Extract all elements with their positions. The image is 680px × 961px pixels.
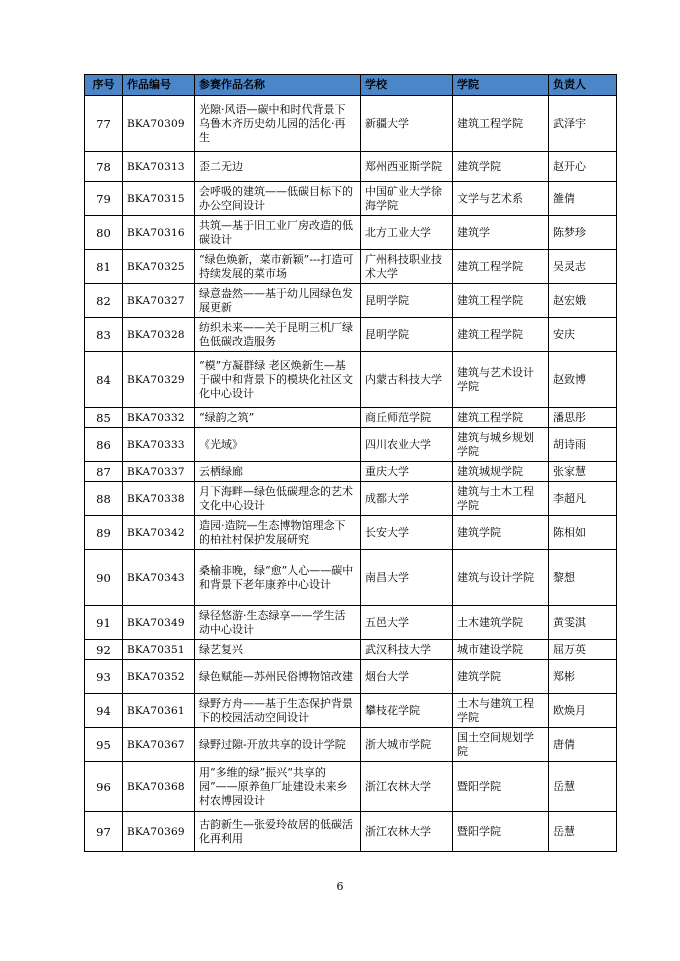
cell-school: 四川农业大学 <box>361 428 453 462</box>
cell-work-name: 云栖绿廊 <box>195 462 361 482</box>
cell-no: 89 <box>85 516 123 550</box>
cell-school: 郑州西亚斯学院 <box>361 152 453 182</box>
header-id: 作品编号 <box>123 75 195 96</box>
table-row <box>85 694 617 728</box>
header-no: 序号 <box>85 75 123 96</box>
cell-work-name: 绿色赋能—苏州民俗博物馆改建 <box>195 660 361 694</box>
table-row <box>85 482 617 516</box>
cell-work-id: BKA70327 <box>123 284 195 318</box>
cell-work-name: 桑榆非晚，绿“愈”人心——碳中和背景下老年康养中心设计 <box>195 550 361 606</box>
cell-leader: 陈相如 <box>549 516 617 550</box>
header-college: 学院 <box>453 75 549 96</box>
cell-work-id: BKA70368 <box>123 762 195 812</box>
cell-work-name: 绿径悠游·生态绿享——学生活动中心设计 <box>195 606 361 640</box>
cell-leader: 陈梦珍 <box>549 216 617 250</box>
header-name: 参赛作品名称 <box>195 75 361 96</box>
cell-school: 昆明学院 <box>361 318 453 352</box>
cell-work-id: BKA70351 <box>123 640 195 660</box>
cell-college: 暨阳学院 <box>453 762 549 812</box>
cell-leader: 黄雯淇 <box>549 606 617 640</box>
cell-leader: 屈万英 <box>549 640 617 660</box>
cell-no: 90 <box>85 550 123 606</box>
cell-college: 暨阳学院 <box>453 812 549 852</box>
cell-work-name: 月下海畔—绿色低碳理念的艺术文化中心设计 <box>195 482 361 516</box>
cell-college: 建筑学 <box>453 216 549 250</box>
cell-no: 96 <box>85 762 123 812</box>
cell-work-name: 古韵新生—张爱玲故居的低碳活化再利用 <box>195 812 361 852</box>
cell-school: 攀枝花学院 <box>361 694 453 728</box>
cell-work-name: 共筑—基于旧工业厂房改造的低碳设计 <box>195 216 361 250</box>
cell-school: 浙大城市学院 <box>361 728 453 762</box>
cell-work-id: BKA70328 <box>123 318 195 352</box>
cell-no: 91 <box>85 606 123 640</box>
cell-work-id: BKA70315 <box>123 182 195 216</box>
cell-work-id: BKA70332 <box>123 408 195 428</box>
cell-work-id: BKA70361 <box>123 694 195 728</box>
award-table <box>84 74 617 852</box>
cell-work-name: 纺织未来——关于昆明三机厂绿色低碳改造服务 <box>195 318 361 352</box>
table-row <box>85 250 617 284</box>
cell-college: 建筑工程学院 <box>453 318 549 352</box>
cell-work-id: BKA70342 <box>123 516 195 550</box>
cell-school: 中国矿业大学徐海学院 <box>361 182 453 216</box>
cell-work-id: BKA70329 <box>123 352 195 408</box>
cell-college: 土木建筑学院 <box>453 606 549 640</box>
cell-work-id: BKA70337 <box>123 462 195 482</box>
cell-no: 81 <box>85 250 123 284</box>
cell-college: 建筑学院 <box>453 660 549 694</box>
table-row <box>85 216 617 250</box>
cell-work-name: 会呼吸的建筑——低碳目标下的办公空间设计 <box>195 182 361 216</box>
cell-college: 建筑工程学院 <box>453 284 549 318</box>
cell-work-name: “绿韵之筑” <box>195 408 361 428</box>
cell-leader: 郑彬 <box>549 660 617 694</box>
document-page <box>84 74 616 852</box>
cell-work-id: BKA70367 <box>123 728 195 762</box>
cell-college: 建筑工程学院 <box>453 250 549 284</box>
table-row <box>85 550 617 606</box>
cell-school: 武汉科技大学 <box>361 640 453 660</box>
table-row <box>85 762 617 812</box>
cell-leader: 雒倩 <box>549 182 617 216</box>
cell-leader: 武泽宇 <box>549 96 617 152</box>
cell-leader: 李超凡 <box>549 482 617 516</box>
cell-leader: 胡诗雨 <box>549 428 617 462</box>
cell-work-name: 《光域》 <box>195 428 361 462</box>
cell-college: 建筑与艺术设计学院 <box>453 352 549 408</box>
cell-school: 南昌大学 <box>361 550 453 606</box>
cell-work-name: “模”方凝群绿 老区焕新生—基于碳中和背景下的模块化社区文化中心设计 <box>195 352 361 408</box>
cell-college: 土木与建筑工程学院 <box>453 694 549 728</box>
table-row <box>85 152 617 182</box>
cell-no: 79 <box>85 182 123 216</box>
cell-college: 建筑与土木工程学院 <box>453 482 549 516</box>
cell-work-id: BKA70313 <box>123 152 195 182</box>
cell-no: 87 <box>85 462 123 482</box>
cell-leader: 安庆 <box>549 318 617 352</box>
cell-work-name: 光隙·风语—碳中和时代背景下乌鲁木齐历史幼儿园的活化·再生 <box>195 96 361 152</box>
cell-leader: 吴灵志 <box>549 250 617 284</box>
cell-school: 五邑大学 <box>361 606 453 640</box>
cell-no: 77 <box>85 96 123 152</box>
cell-leader: 赵开心 <box>549 152 617 182</box>
header-lead: 负责人 <box>549 75 617 96</box>
cell-work-name: 造园·造院—生态博物馆理念下的柏社村保护发展研究 <box>195 516 361 550</box>
cell-no: 92 <box>85 640 123 660</box>
cell-leader: 岳慧 <box>549 762 617 812</box>
cell-work-id: BKA70338 <box>123 482 195 516</box>
cell-school: 新疆大学 <box>361 96 453 152</box>
table-row <box>85 318 617 352</box>
table-row <box>85 516 617 550</box>
header-school: 学校 <box>361 75 453 96</box>
cell-college: 国土空间规划学院 <box>453 728 549 762</box>
table-row <box>85 352 617 408</box>
cell-leader: 赵致博 <box>549 352 617 408</box>
cell-leader: 唐倩 <box>549 728 617 762</box>
cell-work-id: BKA70352 <box>123 660 195 694</box>
cell-work-id: BKA70333 <box>123 428 195 462</box>
cell-work-name: “绿色焕新，菜市新颖”---打造可持续发展的菜市场 <box>195 250 361 284</box>
cell-no: 85 <box>85 408 123 428</box>
table-row <box>85 284 617 318</box>
cell-school: 北方工业大学 <box>361 216 453 250</box>
cell-college: 文学与艺术系 <box>453 182 549 216</box>
cell-no: 88 <box>85 482 123 516</box>
cell-work-id: BKA70343 <box>123 550 195 606</box>
table-row <box>85 428 617 462</box>
cell-work-id: BKA70349 <box>123 606 195 640</box>
cell-no: 83 <box>85 318 123 352</box>
cell-no: 78 <box>85 152 123 182</box>
cell-no: 86 <box>85 428 123 462</box>
cell-college: 建筑与城乡规划学院 <box>453 428 549 462</box>
cell-work-name: 绿艺复兴 <box>195 640 361 660</box>
cell-school: 浙江农林大学 <box>361 762 453 812</box>
cell-work-name: 绿意盎然——基于幼儿园绿色发展更新 <box>195 284 361 318</box>
cell-school: 成都大学 <box>361 482 453 516</box>
cell-school: 浙江农林大学 <box>361 812 453 852</box>
cell-no: 95 <box>85 728 123 762</box>
cell-college: 建筑工程学院 <box>453 408 549 428</box>
table-row <box>85 640 617 660</box>
cell-no: 80 <box>85 216 123 250</box>
cell-school: 重庆大学 <box>361 462 453 482</box>
cell-no: 82 <box>85 284 123 318</box>
table-row <box>85 96 617 152</box>
cell-leader: 张家慧 <box>549 462 617 482</box>
cell-work-name: 绿野过隙-开放共享的设计学院 <box>195 728 361 762</box>
cell-college: 建筑工程学院 <box>453 96 549 152</box>
table-header-row <box>85 75 617 96</box>
cell-work-id: BKA70316 <box>123 216 195 250</box>
cell-work-name: 歪二无边 <box>195 152 361 182</box>
cell-school: 昆明学院 <box>361 284 453 318</box>
cell-school: 内蒙古科技大学 <box>361 352 453 408</box>
table-row <box>85 812 617 852</box>
cell-school: 商丘师范学院 <box>361 408 453 428</box>
page-number: 6 <box>336 880 344 893</box>
cell-leader: 潘思彤 <box>549 408 617 428</box>
table-row <box>85 728 617 762</box>
cell-college: 建筑与设计学院 <box>453 550 549 606</box>
cell-no: 93 <box>85 660 123 694</box>
cell-work-id: BKA70325 <box>123 250 195 284</box>
cell-work-name: 绿野方舟——基于生态保护背景下的校园活动空间设计 <box>195 694 361 728</box>
cell-college: 建筑学院 <box>453 516 549 550</box>
cell-leader: 黎想 <box>549 550 617 606</box>
cell-school: 烟台大学 <box>361 660 453 694</box>
cell-college: 建筑城规学院 <box>453 462 549 482</box>
table-row <box>85 462 617 482</box>
cell-work-id: BKA70309 <box>123 96 195 152</box>
table-row <box>85 408 617 428</box>
table-row <box>85 606 617 640</box>
cell-no: 84 <box>85 352 123 408</box>
cell-school: 广州科技职业技术大学 <box>361 250 453 284</box>
table-row <box>85 182 617 216</box>
cell-college: 城市建设学院 <box>453 640 549 660</box>
table-row <box>85 660 617 694</box>
cell-no: 94 <box>85 694 123 728</box>
cell-leader: 赵宏娥 <box>549 284 617 318</box>
cell-leader: 岳慧 <box>549 812 617 852</box>
cell-work-name: 用“多维的绿”振兴“共享的园”——原养鱼厂址建设未来乡村农博园设计 <box>195 762 361 812</box>
cell-school: 长安大学 <box>361 516 453 550</box>
cell-no: 97 <box>85 812 123 852</box>
cell-leader: 欧焕月 <box>549 694 617 728</box>
cell-college: 建筑学院 <box>453 152 549 182</box>
cell-work-id: BKA70369 <box>123 812 195 852</box>
